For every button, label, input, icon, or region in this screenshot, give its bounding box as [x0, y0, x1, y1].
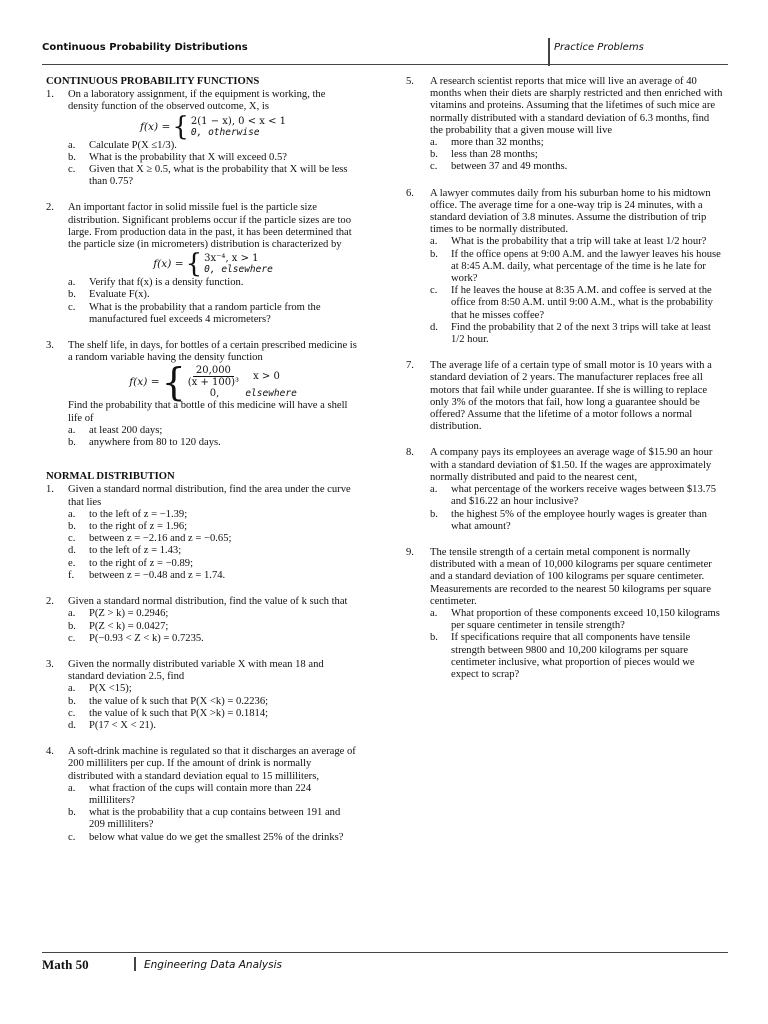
header-subtitle: Practice Problems [554, 42, 644, 53]
sub-question-list [68, 783, 358, 844]
sub-question: d. P(17 < X < 21). [68, 719, 156, 731]
sub-question: b. If specifications require that all components have tensile strength between 9800 and 10,200 kilograms per square centimeter inclusive, what proportion of pieces would we expect to scrap? [430, 632, 695, 680]
sub-question: b. the value of k such that P(X <k) = 0.2236; [68, 695, 269, 707]
sub-question: c. between 37 and 49 months. [430, 161, 568, 173]
sub-question: b. what is the probability that a cup contains between 191 and 209 milliliters? [68, 807, 341, 831]
problem-text: On a laboratory assignment, if the equipment is working, the density function of the observed outcome, X, is [68, 89, 326, 113]
sub-question: a. P(X <15); [68, 683, 132, 695]
problem-cp-2 [46, 202, 358, 326]
formula-case-1: 3x⁻⁴, x > 1 [204, 253, 259, 265]
footer-divider [134, 957, 136, 971]
page-header [42, 36, 728, 65]
problem-text: The tensile strength of a certain metal component is normally distributed with a mean of 10,000 kilograms per square centimeter and a standard deviation of 100 kilograms per square centimeter. Measurements are recorded to the nearest 50 kilograms per square centimeter. [430, 546, 712, 607]
problem-nd-1 [46, 484, 358, 582]
problem-nd-6 [406, 188, 724, 347]
problem-number: 9. [406, 546, 414, 558]
sub-question: b. anywhere from 80 to 120 days. [68, 437, 221, 449]
sub-question: a. What proportion of these components exceed 10,150 kilograms per square centimeter in tensile strength? [430, 607, 720, 632]
sub-question-list [68, 509, 358, 582]
sub-question: a. what percentage of the workers receive wages between $13.75 and $16.22 an hour inclusive? [430, 484, 717, 508]
problem-text: Given a standard normal distribution, find the value of k such that [68, 596, 348, 608]
problem-number: 2. [46, 202, 54, 214]
problem-nd-8 [406, 447, 724, 532]
problem-text-2: Find the probability that a bottle of this medicine will have a shell life of [68, 400, 348, 424]
sub-question: d. Find the probability that 2 of the next 3 trips will take at least 1/2 hour. [430, 321, 711, 346]
sub-question: a. more than 32 months; [430, 137, 544, 149]
problem-number: 4. [46, 746, 54, 758]
brace-icon: { [185, 249, 203, 280]
sub-question: f. between z = −0.48 and z = 1.74. [68, 569, 226, 581]
sub-question: b. P(Z < k) = 0.0427; [68, 620, 169, 632]
problem-nd-7 [406, 360, 724, 433]
density-formula [68, 360, 358, 405]
sub-question-list [68, 683, 358, 732]
problem-nd-3 [46, 659, 358, 732]
formula-condition-1: x > 0 [253, 371, 280, 383]
sub-question: c. between z = −2.16 and z = −0.65; [68, 533, 232, 545]
problem-number: 1. [46, 89, 54, 101]
sub-question: a. P(Z > k) = 0.2946; [68, 608, 169, 620]
sub-question: b. less than 28 months; [430, 149, 538, 161]
sub-question: c. P(−0.93 < Z < k) = 0.7235. [68, 632, 204, 644]
problem-number: 6. [406, 187, 414, 199]
problem-text: A lawyer commutes daily from his suburban home to his midtown office. The average time for a one-way trip is 24 minutes, with a standard deviation of 3.8 minutes. Assume the distribution of trip times to be normally distributed. [430, 187, 711, 236]
right-column [406, 76, 724, 695]
problem-cp-1 [46, 89, 358, 188]
fraction-denominator: (x + 100)³ [187, 377, 240, 389]
sub-question: b. If the office opens at 9:00 A.M. and the lawyer leaves his house at 8:45 A.M. daily, what percentage of the time is he late for work? [430, 248, 721, 285]
fraction-numerator: 20,000 [193, 365, 234, 377]
sub-question: c. Given that X ≥ 0.5, what is the probability that X will be less than 0.75? [68, 164, 348, 188]
sub-question: b. to the right of z = 1.96; [68, 521, 188, 533]
sub-question: b. the highest 5% of the employee hourly wages is greater than what amount? [430, 508, 707, 532]
sub-question: b. Evaluate F(x). [68, 289, 150, 301]
sub-question-list [68, 608, 358, 645]
sub-question: a. What is the probability that a trip will take at least 1/2 hour? [430, 236, 707, 248]
problem-number: 3. [46, 658, 54, 670]
section-title-continuous: CONTINUOUS PROBABILITY FUNCTIONS [46, 76, 260, 87]
density-formula [68, 111, 358, 142]
sub-question-list [430, 137, 724, 174]
problem-number: 8. [406, 447, 414, 459]
formula-case-2: 0, elsewhere [204, 264, 273, 276]
problem-text: An important factor in solid missile fuel is the particle size distribution. Significant problems occur if the particle sizes are too large. From production data in the past, it has been determined that the particle size (in micrometers) distribution is characterized by [68, 202, 352, 251]
sub-question: c. If he leaves the house at 8:35 A.M. and coffee is served at the office from 8:50 A.M. until 9:00 A.M., what is the probability that he misses coffee? [430, 285, 713, 321]
header-divider [548, 38, 550, 66]
formula-fraction [188, 365, 239, 388]
problem-number: 7. [406, 360, 414, 372]
formula-condition-2: elsewhere [245, 388, 297, 400]
formula-lhs: f(x) = [153, 258, 184, 271]
problem-text: Given a standard normal distribution, find the area under the curve that lies [68, 484, 351, 508]
formula-case-2: 0, otherwise [190, 126, 260, 138]
sub-question: e. to the right of z = −0.89; [68, 557, 194, 569]
problem-text: A soft-drink machine is regulated so that it discharges an average of 200 milliliters per cup. If the amount of drink is normally distributed with a standard deviation equal to 15 milliliters, [68, 746, 356, 782]
formula-case-2: 0, [209, 388, 220, 400]
problem-nd-4 [46, 746, 358, 844]
footer-subtitle: Engineering Data Analysis [144, 959, 283, 971]
problem-nd-9 [406, 547, 724, 681]
sub-question-list [68, 140, 358, 189]
sub-question: a. Verify that f(x) is a density function. [68, 277, 244, 289]
problem-text: A research scientist reports that mice will live an average of 40 months when their diets are sharply restricted and then enriched with vitamins and proteins. Assuming that the lifetimes of such mice are normally distributed with a standard deviation of 6.3 months, find the probability that a given mouse will live [430, 76, 723, 136]
page-footer [42, 952, 728, 977]
problem-text: The average life of a certain type of small motor is 10 years with a standard deviation of 2 years. The manufacturer replaces free all motors that fail while under guarantee. If she is willing to replace only 3% of the motors that fail, how long a guarantee should be offered? Assume that the lifetime of a motor follows a normal distribution. [430, 360, 712, 433]
left-column [46, 76, 358, 858]
problem-text: The shelf life, in days, for bottles of a certain prescribed medicine is a random variable having the density function [68, 340, 357, 364]
sub-question: b. What is the probability that X will exceed 0.5? [68, 151, 287, 163]
formula-lhs: f(x) = [139, 120, 171, 133]
sub-question-list [430, 236, 724, 346]
sub-question: a. to the left of z = −1.39; [68, 508, 188, 520]
section-title-normal: NORMAL DISTRIBUTION [46, 471, 175, 483]
formula-case-1: 2(1 − x), 0 < x < 1 [190, 115, 287, 127]
sub-question-list [430, 484, 724, 533]
problem-number: 5. [406, 76, 414, 87]
sub-question-list [68, 277, 358, 326]
brace-icon: { [161, 360, 186, 405]
problem-cp-3 [46, 340, 358, 449]
sub-question: c. the value of k such that P(X >k) = 0.1814; [68, 707, 269, 719]
formula-lhs: f(x) = [129, 376, 160, 389]
sub-question-list [430, 608, 724, 681]
header-title: Continuous Probability Distributions [42, 42, 248, 53]
density-formula [68, 249, 358, 280]
footer-course: Math 50 [42, 957, 89, 972]
sub-question: c. below what value do we get the smallest 25% of the drinks? [68, 831, 344, 843]
sub-question-list [68, 425, 358, 449]
sub-question: a. what fraction of the cups will contain more than 224 milliliters? [68, 782, 312, 806]
sub-question: a. Calculate P(X ≤1/3). [68, 139, 177, 151]
problem-nd-2 [46, 596, 358, 645]
problem-number: 3. [46, 340, 54, 352]
problem-number: 1. [46, 484, 54, 496]
brace-icon: { [172, 111, 189, 142]
sub-question: a. at least 200 days; [68, 424, 163, 436]
sub-question: c. What is the probability that a random particle from the manufactured fuel exceeds 4 micrometers? [68, 301, 321, 325]
problem-nd-5 [406, 76, 724, 174]
sub-question: d. to the left of z = 1.43; [68, 545, 182, 557]
problem-number: 2. [46, 596, 54, 608]
problem-text: Given the normally distributed variable X with mean 18 and standard deviation 2.5, find [68, 658, 324, 683]
problem-text: A company pays its employees an average wage of $15.90 an hour with a standard deviation of $1.50. If the wages are approximately normally distributed and paid to the nearest cent, [430, 447, 713, 483]
